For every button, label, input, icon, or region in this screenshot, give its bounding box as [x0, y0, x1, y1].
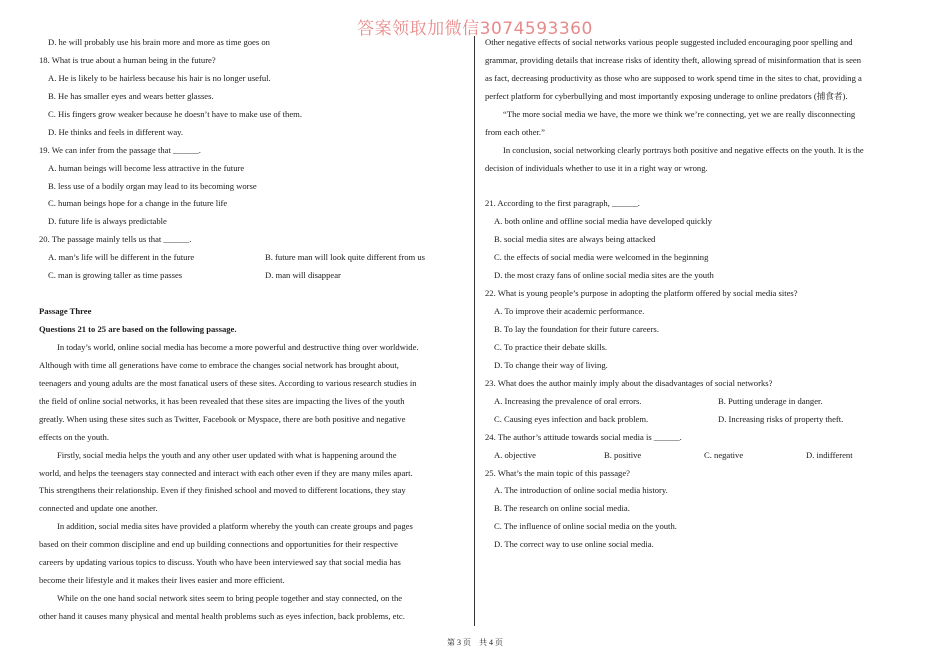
q21-option-a: A. both online and offline social media have developed quickly	[494, 216, 712, 227]
q24-stem: 24. The author’s attitude towards social media is ______.	[485, 431, 682, 442]
paragraph-line: In addition, social media sites have provided a platform whereby the youth can create groups and pages	[57, 521, 413, 532]
q25-option-d: D. The correct way to use online social media.	[494, 539, 654, 550]
q22-option-d: D. To change their way of living.	[494, 359, 608, 370]
paragraph-4	[39, 590, 465, 626]
paragraph-line: other hand it causes many physical and mental health problems such as eyes infection, back problems, etc.	[39, 611, 405, 621]
paragraph-6	[485, 142, 911, 178]
paragraph-line: perfect platform for cyberbullying and most importantly exposing underage to online predators (捕食者).	[485, 90, 848, 101]
q25-option-b: B. The research on online social media.	[494, 503, 630, 514]
paragraph-line: careers by updating various topics to discuss. Youth who have been interviewed say that social media has	[39, 557, 401, 568]
q24-option-d: D. indifferent	[806, 449, 853, 460]
q22-option-c: C. To practice their debate skills.	[494, 341, 608, 352]
q20-option-d: D. man will disappear	[265, 270, 341, 281]
paragraph-line: In conclusion, social networking clearly portrays both positive and negative effects on the youth. It is the	[503, 144, 864, 155]
paragraph-line: become their lifestyle and it makes their lives easier and more efficient.	[39, 575, 285, 586]
q21-option-d: D. the most crazy fans of online social media sites are the youth	[494, 270, 714, 281]
q19-option-d: D. future life is always predictable	[48, 216, 167, 227]
paragraph-line: connected and update one another.	[39, 503, 158, 514]
paragraph-2	[39, 447, 465, 519]
passage-title: Passage Three	[39, 306, 92, 317]
q21-option-b: B. social media sites are always being attacked	[494, 234, 656, 245]
watermark: 答案领取加微信3074593360	[357, 19, 593, 39]
q19-option-c: C. human beings hope for a change in the future life	[48, 198, 228, 209]
left-column	[39, 34, 465, 626]
q25-stem: 25. What’s the main topic of this passage?	[485, 467, 630, 478]
paragraph-3	[39, 518, 465, 590]
paragraph-line: Other negative effects of social networks various people suggested included encouraging poor spelling and	[485, 37, 853, 47]
q22-stem: 22. What is young people’s purpose in adopting the platform offered by social media sites?	[485, 288, 798, 299]
q23-stem: 23. What does the author mainly imply about the disadvantages of social networks?	[485, 377, 773, 388]
paragraph-1	[39, 339, 465, 447]
q25-option-a: A. The introduction of online social media history.	[494, 485, 668, 496]
q20-option-a: A. man’s life will be different in the future	[48, 252, 195, 263]
paragraph-line: based on their common discipline and end up building connections and opportunities for their respective	[39, 539, 398, 550]
q22-option-b: B. To lay the foundation for their future careers.	[494, 324, 659, 334]
q25-option-c: C. The influence of online social media on the youth.	[494, 521, 677, 532]
q19-option-a: A. human beings will become less attractive in the future	[48, 162, 245, 173]
q20-option-c: C. man is growing taller as time passes	[48, 270, 183, 281]
q18-option-a: A. He is likely to be hairless because his hair is no longer useful.	[48, 72, 271, 83]
q19-option-b: B. less use of a bodily organ may lead to its becoming worse	[48, 180, 257, 191]
paragraph-line: In today’s world, online social media has become a more powerful and destructive thing over worldwide.	[57, 341, 419, 352]
q24-options	[485, 447, 911, 465]
paragraph-4-continued	[485, 34, 911, 106]
paragraph-line: greatly. When using these sites such as Twitter, Facebook or Myspace, there are both positive and negative	[39, 413, 406, 424]
paragraph-line: from each other.”	[485, 126, 545, 137]
paragraph-line: the field of online social networks, it has been revealed that these sites are impacting the lives of the youth	[39, 395, 405, 406]
passage-instructions: Questions 21 to 25 are based on the following passage.	[39, 324, 237, 334]
paragraph-line: teenagers and young adults are the most fanatical users of these sites. According to various research studies in	[39, 377, 417, 388]
q20-options-row1	[39, 249, 465, 267]
q18-stem: 18. What is true about a human being in the future?	[39, 54, 216, 65]
paragraph-line: world, and helps the teenagers stay connected and interact with each other even if they are many miles apart.	[39, 467, 413, 478]
q21-stem: 21. According to the first paragraph, ______.	[485, 198, 640, 209]
q18-option-d: D. He thinks and feels in different way.	[48, 126, 184, 137]
right-column	[485, 34, 911, 554]
q23-option-b: B. Putting underage in danger.	[718, 395, 823, 406]
q20-options-row2	[39, 267, 465, 285]
paragraph-line: Firstly, social media helps the youth and any other user updated with what is happening around the	[57, 449, 397, 460]
paragraph-line: grammar, providing details that increase risks of identity theft, allowing spread of misinformation that is seen	[485, 54, 862, 65]
q23-option-d: D. Increasing risks of property theft.	[718, 413, 844, 424]
q24-option-a: A. objective	[494, 449, 536, 460]
paragraph-line: decision of individuals whether to use it in a right way or wrong.	[485, 162, 708, 173]
q18-option-b: B. He has smaller eyes and wears better glasses.	[48, 90, 214, 101]
q23-option-a: A. Increasing the prevalence of oral errors.	[494, 395, 642, 406]
q21-option-c: C. the effects of social media were welcomed in the beginning	[494, 252, 709, 263]
column-divider	[474, 36, 475, 626]
q23-option-c: C. Causing eyes infection and back problem.	[494, 413, 649, 424]
q24-option-c: C. negative	[704, 449, 744, 460]
paragraph-line: as fact, decreasing productivity as those who are supposed to work spend time in the sites to chat, providing a	[485, 72, 862, 83]
paragraph-line: “The more social media we have, the more we think we’re connecting, yet we are really disconnecting	[503, 108, 856, 119]
q23-options-row2	[485, 411, 911, 429]
q23-options-row1	[485, 393, 911, 411]
q22-option-a: A. To improve their academic performance.	[494, 306, 645, 317]
q24-option-b: B. positive	[604, 449, 642, 460]
q20-option-b: B. future man will look quite different from us	[265, 252, 425, 263]
q18-option-c: C. His fingers grow weaker because he doesn’t have to make use of them.	[48, 108, 302, 119]
q20-stem: 20. The passage mainly tells us that ______.	[39, 234, 192, 245]
paragraph-line: This strengthens their relationship. Even if they finished school and moved to different locations, they stay	[39, 485, 406, 496]
paragraph-line: While on the one hand social network sites seem to bring people together and stay connected, on the	[57, 593, 403, 604]
paragraph-line: effects on the youth.	[39, 431, 110, 442]
paragraph-5	[485, 106, 911, 142]
q17-option-d: D. he will probably use his brain more and more as time goes on	[48, 37, 270, 47]
q19-stem: 19. We can infer from the passage that ______.	[39, 144, 201, 155]
page-number: 第 3 页 共 4 页	[447, 638, 503, 647]
paragraph-line: Although with time all generations have come to embrace the changes social network has brought about,	[39, 359, 399, 370]
